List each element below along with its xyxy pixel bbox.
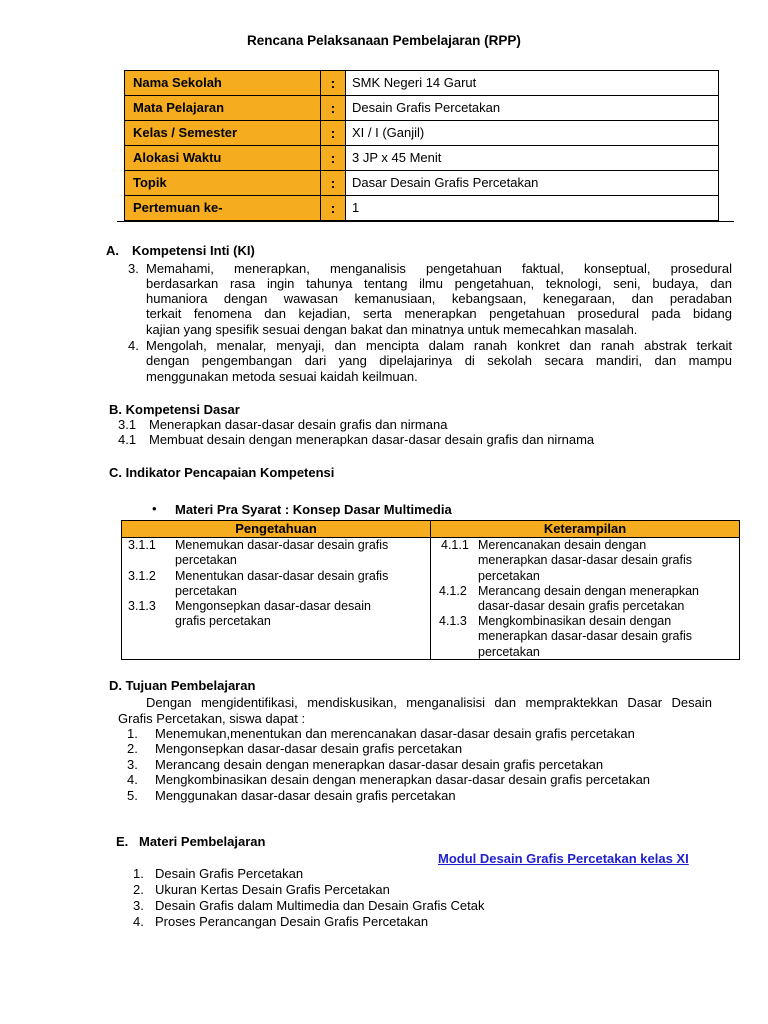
indicator-text: Merencanakan desain dengan (478, 538, 647, 552)
objective-number: 3. (127, 757, 138, 772)
objective-text: Merancang desain dengan menerapkan dasar-dasar desain grafis percetakan (155, 757, 604, 772)
bullet-icon: • (152, 501, 157, 516)
indicator-text: menerapkan dasar-dasar desain grafis (478, 629, 693, 643)
indicator-number: 3.1.3 (128, 599, 156, 613)
ki-line: Memahami, menerapkan, menganalisis pengetahuan faktual, konseptual, prosedural (146, 261, 732, 276)
indicator-number: 4.1.1 (441, 538, 469, 552)
section-d-heading: D. Tujuan Pembelajaran (109, 678, 256, 693)
material-text: Ukuran Kertas Desain Grafis Percetakan (155, 882, 390, 897)
identity-value: 1 (352, 200, 360, 215)
objective-text: Menggunakan dasar-dasar desain grafis percetakan (155, 788, 456, 803)
objective-intro-line: Dengan mengidentifikasi, mendiskusikan, menganalisisi dan mempraktekkan Dasar Desain (146, 695, 712, 710)
ki-line: terkait fenomena dan kejadian, serta menerapkan pengetahuan prosedural pada bidang (146, 306, 732, 321)
indicator-table (121, 520, 740, 660)
indicator-number: 4.1.3 (439, 614, 467, 628)
identity-label: Nama Sekolah (125, 71, 321, 95)
ki-line: kajian yang spesifik sesuai dengan bakat dan minatnya untuk memecahkan masalah. (146, 322, 638, 337)
identity-colon: : (321, 96, 346, 120)
objective-text: Mengonsepkan dasar-dasar desain grafis percetakan (155, 741, 463, 756)
section-b-heading: B. Kompetensi Dasar (109, 402, 240, 417)
identity-row (125, 196, 718, 220)
indicator-table-header (122, 521, 739, 538)
prerequisite-text: Materi Pra Syarat : Konsep Dasar Multimedia (175, 502, 452, 517)
horizontal-divider (117, 221, 734, 222)
identity-label: Kelas / Semester (125, 121, 321, 145)
indicator-number: 3.1.2 (128, 569, 156, 583)
indicator-table-body (122, 538, 739, 660)
identity-value: SMK Negeri 14 Garut (352, 75, 477, 90)
indicator-number: 3.1.1 (128, 538, 156, 552)
identity-value: Dasar Desain Grafis Percetakan (352, 175, 539, 190)
identity-colon: : (321, 171, 346, 195)
ki-number: 3. (128, 261, 139, 276)
indicator-text: Menentukan dasar-dasar desain grafis (175, 569, 389, 583)
indicator-text: menerapkan dasar-dasar desain grafis (478, 553, 693, 567)
identity-row (125, 121, 718, 146)
identity-colon: : (321, 71, 346, 95)
indicator-text: Mengonsepkan dasar-dasar desain (175, 599, 371, 613)
objective-intro-line: Grafis Percetakan, siswa dapat : (118, 711, 306, 726)
section-c-heading: C. Indikator Pencapaian Kompetensi (109, 465, 335, 480)
kd-number: 3.1 (118, 417, 137, 432)
objective-number: 5. (127, 788, 138, 803)
identity-row (125, 96, 718, 121)
indicator-text: percetakan (478, 569, 540, 583)
indicator-text: percetakan (175, 584, 237, 598)
identity-value: XI / I (Ganjil) (352, 125, 425, 140)
identity-colon: : (321, 121, 346, 145)
indicator-text: percetakan (175, 553, 237, 567)
objective-number: 2. (127, 741, 138, 756)
identity-label: Alokasi Waktu (125, 146, 321, 170)
identity-value: 3 JP x 45 Menit (352, 150, 442, 165)
objective-text: Mengkombinasikan desain dengan menerapkan dasar-dasar desain grafis percetakan (155, 772, 651, 787)
column-divider (430, 538, 431, 660)
kd-text: Membuat desain dengan menerapkan dasar-dasar desain grafis dan nirnama (149, 432, 595, 447)
material-text: Proses Perancangan Desain Grafis Percetakan (155, 914, 429, 929)
objective-number: 4. (127, 772, 138, 787)
identity-row (125, 171, 718, 196)
indicator-number: 4.1.2 (439, 584, 467, 598)
identity-label: Mata Pelajaran (125, 96, 321, 120)
identity-table (124, 70, 719, 221)
material-number: 2. (133, 882, 144, 897)
header-pengetahuan: Pengetahuan (122, 521, 431, 537)
material-number: 1. (133, 866, 144, 881)
document-title: Rencana Pelaksanaan Pembelajaran (RPP) (247, 33, 521, 48)
identity-row (125, 146, 718, 171)
material-text: Desain Grafis dalam Multimedia dan Desain Grafis Cetak (155, 898, 485, 913)
objective-text: Menemukan,menentukan dan merencanakan dasar-dasar desain grafis percetakan (155, 726, 635, 741)
module-link[interactable]: Modul Desain Grafis Percetakan kelas XI (438, 851, 689, 866)
indicator-text: Menemukan dasar-dasar desain grafis (175, 538, 389, 552)
material-text: Desain Grafis Percetakan (155, 866, 304, 881)
indicator-text: grafis percetakan (175, 614, 271, 628)
identity-colon: : (321, 146, 346, 170)
kd-text: Menerapkan dasar-dasar desain grafis dan nirmana (149, 417, 448, 432)
header-keterampilan: Keterampilan (543, 521, 627, 536)
indicator-text: Mengkombinasikan desain dengan (478, 614, 672, 628)
kd-number: 4.1 (118, 432, 137, 447)
ki-line: berdasarkan rasa ingin tahunya tentang ilmu pengetahuan, teknologi, seni, budaya, dan (146, 276, 732, 291)
section-a-heading: Kompetensi Inti (KI) (132, 243, 255, 258)
material-number: 3. (133, 898, 144, 913)
indicator-text: percetakan (478, 645, 540, 659)
section-a-letter: A. (106, 243, 119, 258)
identity-colon: : (321, 196, 346, 220)
identity-label: Pertemuan ke- (125, 196, 321, 220)
ki-line: menggunakan metoda sesuai kaidah keilmuan. (146, 369, 418, 384)
section-e-heading: Materi Pembelajaran (139, 834, 266, 849)
identity-row (125, 71, 718, 96)
ki-number: 4. (128, 338, 139, 353)
ki-line: humaniora dengan wawasan kemanusiaan, kebangsaan, kenegaraan, dan peradaban (146, 291, 732, 306)
ki-line: dengan pengembangan dari yang dipelajarinya di sekolah secara mandiri, dan mampu (146, 353, 732, 368)
indicator-text: dasar-dasar desain grafis percetakan (478, 599, 685, 613)
section-e-letter: E. (116, 834, 129, 849)
identity-label: Topik (125, 171, 321, 195)
identity-value: Desain Grafis Percetakan (352, 100, 501, 115)
material-number: 4. (133, 914, 144, 929)
indicator-text: Merancang desain dengan menerapkan (478, 584, 699, 598)
ki-line: Mengolah, menalar, menyaji, dan mencipta dalam ranah konkret dan ranah abstrak terkait (146, 338, 732, 353)
objective-number: 1. (127, 726, 138, 741)
